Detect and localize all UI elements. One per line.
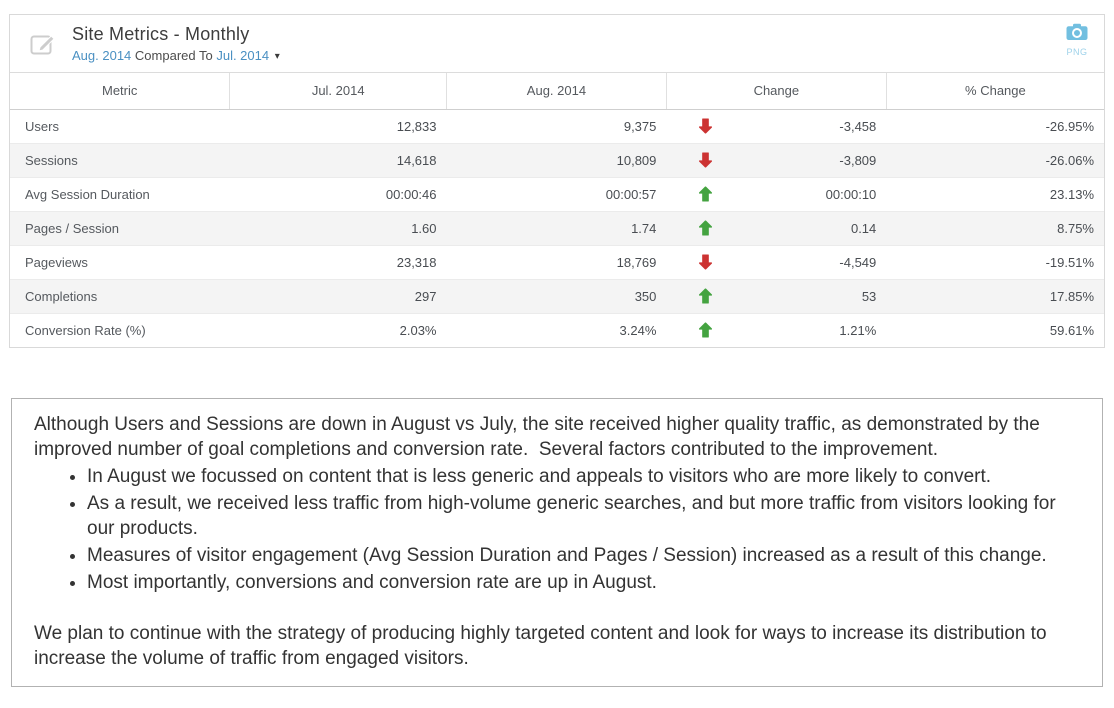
column-header: Change — [666, 73, 886, 109]
commentary-closing: We plan to continue with the strategy of producing highly targeted content and look for ways to increase its distribution to increase the volume of traffic from engaged visitors. — [34, 623, 1052, 669]
change-value-cell — [666, 313, 886, 347]
column-header: Metric — [10, 73, 230, 109]
commentary-bullet: • Measures of visitor engagement (Avg Session Duration and Pages / Session) increased as a result of this change. — [87, 543, 1080, 568]
dropdown-caret-icon[interactable]: ▾ — [274, 51, 280, 62]
aug-value-cell: 10,809 — [447, 143, 667, 177]
jul-value-cell: 23,318 — [230, 245, 447, 279]
change-value: -4,549 — [839, 254, 877, 270]
table-row — [10, 313, 1104, 347]
export-png-button[interactable] — [1061, 23, 1093, 57]
aug-value-cell: 9,375 — [623, 118, 657, 134]
aug-value-cell: 00:00:57 — [447, 177, 667, 211]
jul-value-cell: 14,618 — [230, 143, 447, 177]
column-header: Aug. 2014 — [447, 73, 667, 109]
commentary-bullet: • Most importantly, conversions and conversion rate are up in August. — [87, 570, 1080, 595]
jul-value-cell: 297 — [230, 279, 447, 313]
arrow-up-icon — [699, 323, 712, 338]
arrow-up-icon — [699, 289, 712, 304]
commentary-box — [11, 398, 1103, 687]
change-value: -3,458 — [839, 118, 877, 134]
widget-header — [10, 15, 1104, 73]
aug-value-cell: 350 — [447, 279, 667, 313]
metric-name-cell: Pageviews — [10, 245, 230, 279]
commentary-bullet-list — [34, 464, 1080, 595]
arrow-down-icon — [699, 255, 712, 270]
pct-change-cell: -19.51% — [886, 245, 1104, 279]
change-value: 0.14 — [850, 220, 877, 236]
widget-titles — [72, 24, 280, 63]
table-row — [10, 279, 1104, 313]
arrow-down-icon — [699, 153, 712, 168]
commentary-intro: Although Users and Sessions are down in August vs July, the site received higher quality traffic, as demonstrated by the improved number of goal completions and conversion rate. Several factors contributed to the improvement. — [34, 414, 1046, 460]
jul-value-cell: 12,833 — [396, 118, 437, 134]
aug-value-cell: 18,769 — [447, 245, 667, 279]
edit-icon[interactable] — [30, 32, 57, 57]
jul-value-cell: 2.03% — [230, 313, 447, 347]
pct-change-cell: -26.06% — [886, 143, 1104, 177]
metrics-table — [10, 73, 1104, 347]
table-row — [10, 109, 1104, 143]
commentary-bullet: • In August we focussed on content that is less generic and appeals to visitors who are more likely to convert. — [87, 464, 1080, 489]
metric-name-cell: Avg Session Duration — [10, 177, 230, 211]
table-row — [10, 143, 1104, 177]
column-header: % Change — [886, 73, 1104, 109]
table-row — [10, 245, 1104, 279]
table-row — [10, 211, 1104, 245]
pct-change-cell: 17.85% — [886, 279, 1104, 313]
metric-name-cell: Sessions — [10, 143, 230, 177]
compared-to-label: Compared To — [134, 48, 213, 63]
secondary-period[interactable]: Jul. 2014 — [216, 48, 270, 63]
change-value: -3,809 — [839, 152, 877, 168]
arrow-up-icon — [699, 221, 712, 236]
primary-period[interactable]: Aug. 2014 — [72, 48, 132, 63]
change-value-cell — [666, 177, 886, 211]
change-value-cell — [666, 245, 886, 279]
metric-name-cell: Pages / Session — [10, 211, 230, 245]
period-selector[interactable] — [72, 48, 280, 63]
aug-value-cell: 1.74 — [447, 211, 667, 245]
widget-title: Site Metrics - Monthly — [72, 24, 250, 44]
arrow-down-icon — [699, 119, 712, 134]
change-value: 00:00:10 — [825, 186, 877, 202]
jul-value-cell: 00:00:46 — [230, 177, 447, 211]
metric-name-cell: Users — [25, 118, 59, 134]
camera-icon — [1066, 23, 1088, 41]
metrics-table-body — [10, 109, 1104, 347]
export-png-label: PNG — [1066, 47, 1088, 57]
metric-name-cell: Conversion Rate (%) — [10, 313, 230, 347]
table-row — [10, 177, 1104, 211]
pencil-icon — [30, 32, 57, 57]
change-value-cell — [666, 279, 886, 313]
change-value-cell — [666, 211, 886, 245]
change-value: 53 — [861, 288, 877, 304]
change-value-cell — [666, 143, 886, 177]
pct-change-cell: 23.13% — [886, 177, 1104, 211]
pct-change-cell: 8.75% — [886, 211, 1104, 245]
change-value: 1.21% — [839, 322, 877, 338]
metric-name-cell: Completions — [10, 279, 230, 313]
change-value-cell — [666, 109, 886, 143]
arrow-up-icon — [699, 187, 712, 202]
aug-value-cell: 3.24% — [447, 313, 667, 347]
metrics-widget — [9, 14, 1105, 348]
pct-change-cell: 59.61% — [886, 313, 1104, 347]
column-header: Jul. 2014 — [230, 73, 447, 109]
commentary-bullet: • As a result, we received less traffic from high-volume generic searches, and but more traffic from visitors looking for our products. — [87, 491, 1080, 541]
table-header-row — [10, 73, 1104, 109]
pct-change-cell: -26.95% — [1045, 118, 1094, 134]
jul-value-cell: 1.60 — [230, 211, 447, 245]
